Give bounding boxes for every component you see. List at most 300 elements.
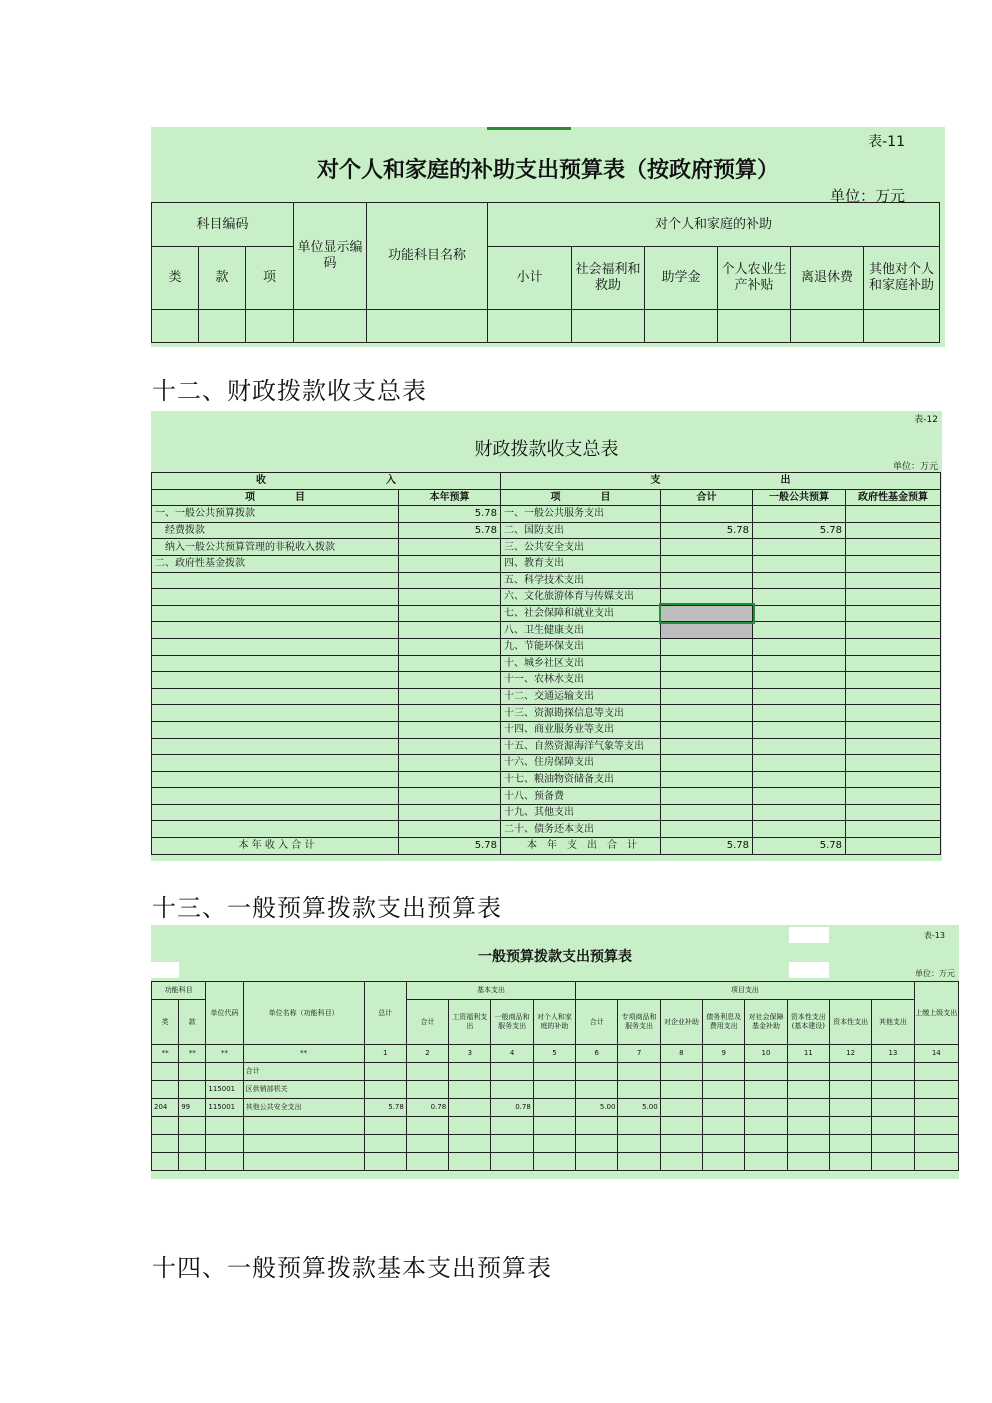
column-code: 2 <box>406 1045 448 1063</box>
expense-fund[interactable] <box>846 788 941 805</box>
cell[interactable] <box>787 1117 829 1135</box>
income-total-label[interactable]: 本 年 收 入 合 计 <box>152 838 399 855</box>
column-code: 8 <box>660 1045 702 1063</box>
expense-general[interactable] <box>753 738 846 755</box>
cell[interactable] <box>179 1081 206 1099</box>
expense-general[interactable] <box>753 771 846 788</box>
cell[interactable] <box>449 1135 491 1153</box>
table-row <box>152 638 941 655</box>
income-value[interactable] <box>399 605 501 622</box>
cell[interactable] <box>745 1099 787 1117</box>
cell[interactable] <box>745 1153 787 1171</box>
expense-total[interactable] <box>661 804 753 821</box>
table12-title: 财政拨款收支总表 <box>474 439 619 460</box>
income-item[interactable]: 经费拨款 <box>152 522 399 539</box>
expense-item[interactable]: 六、文化旅游体育与传媒支出 <box>501 589 661 606</box>
column-code: 4 <box>491 1045 533 1063</box>
expense-total[interactable] <box>661 605 753 622</box>
column-code: ** <box>243 1045 364 1063</box>
cell[interactable] <box>914 1153 958 1171</box>
cell[interactable] <box>406 1081 448 1099</box>
expense-fund[interactable] <box>846 705 941 722</box>
expense-total[interactable] <box>661 539 753 556</box>
cell[interactable] <box>533 1117 575 1135</box>
column-code: 11 <box>787 1045 829 1063</box>
cell[interactable] <box>533 1063 575 1081</box>
income-value[interactable] <box>399 572 501 589</box>
expense-item[interactable]: 十七、粮油物资储备支出 <box>501 771 661 788</box>
expense-total[interactable] <box>661 788 753 805</box>
cell[interactable] <box>491 1117 533 1135</box>
cell[interactable] <box>449 1153 491 1171</box>
expense-fund[interactable] <box>846 638 941 655</box>
table-row <box>152 506 941 523</box>
cell[interactable] <box>787 1081 829 1099</box>
cell[interactable] <box>491 1135 533 1153</box>
cell[interactable] <box>791 310 864 343</box>
cell[interactable] <box>152 1063 179 1081</box>
cell[interactable] <box>914 1099 958 1117</box>
expense-general[interactable] <box>753 804 846 821</box>
income-item[interactable] <box>152 738 399 755</box>
cell[interactable] <box>618 1117 660 1135</box>
cell[interactable] <box>829 1117 871 1135</box>
expense-total[interactable] <box>661 506 753 523</box>
cell[interactable] <box>660 1153 702 1171</box>
cell[interactable] <box>243 1117 364 1135</box>
cell[interactable] <box>745 1063 787 1081</box>
cell[interactable] <box>199 310 246 343</box>
expense-item[interactable]: 十六、住房保障支出 <box>501 755 661 772</box>
cell[interactable] <box>491 1081 533 1099</box>
cell[interactable] <box>246 310 294 343</box>
header-total: 总计 <box>364 982 406 1045</box>
expense-item[interactable]: 十九、其他支出 <box>501 804 661 821</box>
cell[interactable] <box>703 1081 745 1099</box>
cell[interactable] <box>787 1099 829 1117</box>
table-row <box>152 539 941 556</box>
cell[interactable] <box>576 1063 618 1081</box>
cell[interactable] <box>152 1117 179 1135</box>
cell[interactable] <box>406 1135 448 1153</box>
cell[interactable] <box>703 1135 745 1153</box>
column-code: 6 <box>576 1045 618 1063</box>
table-row <box>152 589 941 606</box>
table-row <box>152 1099 959 1117</box>
table-row <box>152 688 941 705</box>
expense-fund[interactable] <box>846 804 941 821</box>
income-item[interactable] <box>152 638 399 655</box>
header-basic-col: 对个人和家庭的补助 <box>533 1000 575 1045</box>
cell[interactable] <box>745 1081 787 1099</box>
expense-general[interactable] <box>753 821 846 838</box>
cell[interactable]: 115001 <box>206 1081 243 1099</box>
cell[interactable] <box>618 1081 660 1099</box>
expense-item[interactable]: 四、教育支出 <box>501 555 661 572</box>
cell[interactable]: 0.78 <box>491 1099 533 1117</box>
income-value[interactable] <box>399 655 501 672</box>
fund-total[interactable] <box>846 838 941 855</box>
cell[interactable] <box>449 1099 491 1117</box>
cell[interactable] <box>718 310 791 343</box>
income-item[interactable] <box>152 622 399 639</box>
header-project-col: 对社会保障基金补助 <box>745 1000 787 1045</box>
expense-fund[interactable] <box>846 522 941 539</box>
expense-fund[interactable] <box>846 771 941 788</box>
header-income-item: 项 目 <box>152 489 399 506</box>
cell[interactable] <box>914 1117 958 1135</box>
cell[interactable] <box>914 1135 958 1153</box>
cell[interactable] <box>491 1063 533 1081</box>
income-value[interactable] <box>399 672 501 689</box>
income-value[interactable] <box>399 771 501 788</box>
cell[interactable] <box>660 1099 702 1117</box>
cell[interactable] <box>618 1153 660 1171</box>
cell[interactable]: 5.00 <box>576 1099 618 1117</box>
cell[interactable] <box>206 1153 243 1171</box>
table12-unit: 单位：万元 <box>892 462 938 472</box>
cell[interactable] <box>576 1153 618 1171</box>
cell[interactable]: 204 <box>152 1099 179 1117</box>
cell[interactable] <box>179 1153 206 1171</box>
column-code: 14 <box>914 1045 958 1063</box>
cell[interactable] <box>449 1117 491 1135</box>
expense-fund[interactable] <box>846 572 941 589</box>
cell[interactable] <box>533 1153 575 1171</box>
cell[interactable] <box>829 1099 871 1117</box>
expense-total[interactable] <box>661 821 753 838</box>
cell[interactable] <box>745 1117 787 1135</box>
income-value[interactable]: 5.78 <box>399 506 501 523</box>
expense-fund[interactable] <box>846 622 941 639</box>
cell[interactable] <box>787 1153 829 1171</box>
expense-total[interactable] <box>661 589 753 606</box>
income-value[interactable]: 5.78 <box>399 522 501 539</box>
cell[interactable] <box>829 1081 871 1099</box>
expense-fund[interactable] <box>846 738 941 755</box>
expense-general[interactable] <box>753 721 846 738</box>
expense-general[interactable] <box>753 688 846 705</box>
cell[interactable] <box>533 1081 575 1099</box>
table-row <box>152 655 941 672</box>
table-row <box>152 788 941 805</box>
income-value[interactable] <box>399 738 501 755</box>
general-total[interactable]: 5.78 <box>753 838 846 855</box>
expense-general[interactable] <box>753 605 846 622</box>
empty-row <box>152 1153 959 1171</box>
income-value[interactable] <box>399 555 501 572</box>
income-item[interactable]: 一、一般公共预算拨款 <box>152 506 399 523</box>
cell[interactable] <box>703 1063 745 1081</box>
expense-total-label[interactable]: 本 年 支 出 合 计 <box>501 838 661 855</box>
cell[interactable] <box>243 1135 364 1153</box>
cell[interactable] <box>872 1135 914 1153</box>
expense-item[interactable]: 三、公共安全支出 <box>501 539 661 556</box>
cell[interactable]: 5.00 <box>618 1099 660 1117</box>
column-code: 5 <box>533 1045 575 1063</box>
cell[interactable] <box>660 1081 702 1099</box>
expense-item[interactable]: 十、城乡社区支出 <box>501 655 661 672</box>
cell[interactable] <box>406 1063 448 1081</box>
expense-total[interactable] <box>661 688 753 705</box>
expense-general[interactable] <box>753 622 846 639</box>
cell[interactable] <box>660 1117 702 1135</box>
cell[interactable] <box>364 1063 406 1081</box>
income-value[interactable] <box>399 622 501 639</box>
income-item[interactable] <box>152 672 399 689</box>
expense-general[interactable] <box>753 638 846 655</box>
cell[interactable] <box>576 1135 618 1153</box>
expense-total[interactable] <box>661 622 753 639</box>
cell[interactable] <box>449 1081 491 1099</box>
cell[interactable] <box>179 1135 206 1153</box>
income-item[interactable] <box>152 605 399 622</box>
expense-total[interactable] <box>661 655 753 672</box>
cell-selection-marker <box>487 127 571 130</box>
cell[interactable] <box>533 1099 575 1117</box>
cell[interactable] <box>872 1117 914 1135</box>
expense-item[interactable]: 十四、商业服务业等支出 <box>501 721 661 738</box>
header-expense-item: 项 目 <box>501 489 661 506</box>
cell[interactable] <box>406 1153 448 1171</box>
expense-total[interactable] <box>661 555 753 572</box>
cell[interactable] <box>660 1063 702 1081</box>
expense-fund[interactable] <box>846 688 941 705</box>
cell[interactable] <box>703 1117 745 1135</box>
income-value[interactable] <box>399 721 501 738</box>
expense-item[interactable]: 十三、资源勘探信息等支出 <box>501 705 661 722</box>
column-code: ** <box>179 1045 206 1063</box>
expense-general[interactable] <box>753 589 846 606</box>
cell[interactable] <box>491 1153 533 1171</box>
table-row <box>152 572 941 589</box>
income-item[interactable] <box>152 572 399 589</box>
expense-general[interactable] <box>753 755 846 772</box>
header-subtotal: 小计 <box>488 247 572 310</box>
cell[interactable] <box>576 1117 618 1135</box>
expense-fund[interactable] <box>846 506 941 523</box>
expense-fund[interactable] <box>846 605 941 622</box>
expense-total[interactable] <box>661 771 753 788</box>
header-function-name: 功能科目名称 <box>367 203 488 310</box>
income-value[interactable] <box>399 688 501 705</box>
cell[interactable] <box>745 1135 787 1153</box>
expense-item[interactable]: 十五、自然资源海洋气象等支出 <box>501 738 661 755</box>
expense-general[interactable] <box>753 506 846 523</box>
expense-item[interactable]: 十八、预备费 <box>501 788 661 805</box>
income-item[interactable] <box>152 688 399 705</box>
expense-item[interactable]: 九、节能环保支出 <box>501 638 661 655</box>
income-value[interactable] <box>399 804 501 821</box>
code-row <box>152 1045 959 1063</box>
cell[interactable] <box>406 1117 448 1135</box>
cell[interactable] <box>206 1135 243 1153</box>
expense-total[interactable] <box>661 672 753 689</box>
cell[interactable] <box>179 1117 206 1135</box>
expense-total[interactable] <box>661 738 753 755</box>
income-value[interactable] <box>399 589 501 606</box>
expense-total[interactable]: 5.78 <box>661 522 753 539</box>
cell[interactable] <box>364 1153 406 1171</box>
expense-general[interactable] <box>753 788 846 805</box>
income-item[interactable] <box>152 771 399 788</box>
cell[interactable] <box>787 1063 829 1081</box>
table12 <box>151 472 941 855</box>
cell[interactable] <box>206 1063 243 1081</box>
cell[interactable]: 合计 <box>243 1063 364 1081</box>
header-class: 类 <box>152 247 199 310</box>
cell[interactable] <box>914 1081 958 1099</box>
cell[interactable] <box>243 1153 364 1171</box>
expense-item[interactable]: 十一、农林水支出 <box>501 672 661 689</box>
expense-total[interactable] <box>661 705 753 722</box>
header-project: 项目支出 <box>576 982 915 1000</box>
table13-title: 一般预算拨款支出预算表 <box>478 949 632 965</box>
table13 <box>151 981 959 1171</box>
income-total-value[interactable]: 5.78 <box>399 838 501 855</box>
cell[interactable]: 其他公共安全支出 <box>243 1099 364 1117</box>
income-value[interactable] <box>399 788 501 805</box>
expense-fund[interactable] <box>846 539 941 556</box>
expense-item[interactable]: 二十、债务还本支出 <box>501 821 661 838</box>
cell[interactable]: 115001 <box>206 1099 243 1117</box>
table-row <box>152 1081 959 1099</box>
cell[interactable] <box>618 1135 660 1153</box>
grand-total[interactable]: 5.78 <box>661 838 753 855</box>
header-expense: 支 出 <box>501 473 941 490</box>
income-item[interactable] <box>152 705 399 722</box>
income-item[interactable] <box>152 655 399 672</box>
header-income: 收 入 <box>152 473 501 490</box>
cell[interactable]: 5.78 <box>364 1099 406 1117</box>
cell[interactable] <box>872 1099 914 1117</box>
table-row <box>152 1063 959 1081</box>
cell[interactable] <box>660 1135 702 1153</box>
income-item[interactable] <box>152 755 399 772</box>
cell[interactable] <box>872 1153 914 1171</box>
cell[interactable] <box>206 1117 243 1135</box>
cell[interactable] <box>787 1135 829 1153</box>
header-basic-col: 工资福利支出 <box>449 1000 491 1045</box>
cell[interactable] <box>294 310 367 343</box>
income-value[interactable] <box>399 821 501 838</box>
cell[interactable] <box>152 1081 179 1099</box>
income-item[interactable] <box>152 821 399 838</box>
income-item[interactable] <box>152 804 399 821</box>
table13-number: 表-13 <box>923 931 945 940</box>
table-row <box>152 672 941 689</box>
table11-unit: 单位：万元 <box>829 187 905 205</box>
cell[interactable] <box>703 1153 745 1171</box>
cell[interactable] <box>179 1063 206 1081</box>
expense-total[interactable] <box>661 572 753 589</box>
income-value[interactable] <box>399 755 501 772</box>
cell[interactable] <box>576 1081 618 1099</box>
section-heading-12: 十二、财政拨款收支总表 <box>152 377 427 405</box>
expense-general[interactable] <box>753 572 846 589</box>
income-value[interactable] <box>399 539 501 556</box>
cell[interactable]: 0.78 <box>406 1099 448 1117</box>
cell[interactable] <box>533 1135 575 1153</box>
cell[interactable] <box>152 1135 179 1153</box>
cell[interactable] <box>152 1153 179 1171</box>
cell[interactable] <box>829 1153 871 1171</box>
expense-fund[interactable] <box>846 589 941 606</box>
income-value[interactable] <box>399 638 501 655</box>
expense-fund[interactable] <box>846 821 941 838</box>
cell[interactable]: 区供销部机关 <box>243 1081 364 1099</box>
header-fund-budget: 政府性基金预算 <box>846 489 941 506</box>
expense-general[interactable]: 5.78 <box>753 522 846 539</box>
header-basic: 基本支出 <box>406 982 575 1000</box>
cell[interactable] <box>829 1135 871 1153</box>
income-item[interactable] <box>152 721 399 738</box>
expense-item[interactable]: 八、卫生健康支出 <box>501 622 661 639</box>
header-section: 款 <box>179 1000 206 1045</box>
cell[interactable] <box>703 1099 745 1117</box>
cell[interactable] <box>872 1081 914 1099</box>
header-welfare: 社会福利和救助 <box>572 247 645 310</box>
header-other-subsidy: 其他对个人和家庭补助 <box>864 247 940 310</box>
expense-fund[interactable] <box>846 655 941 672</box>
expense-item[interactable]: 二、国防支出 <box>501 522 661 539</box>
expense-fund[interactable] <box>846 721 941 738</box>
header-scholarship: 助学金 <box>645 247 718 310</box>
expense-general[interactable] <box>753 555 846 572</box>
expense-item[interactable]: 一、一般公共服务支出 <box>501 506 661 523</box>
cell[interactable] <box>449 1063 491 1081</box>
cell[interactable] <box>914 1063 958 1081</box>
expense-fund[interactable] <box>846 555 941 572</box>
cell[interactable] <box>645 310 718 343</box>
income-item[interactable] <box>152 788 399 805</box>
cell[interactable] <box>572 310 645 343</box>
expense-general[interactable] <box>753 705 846 722</box>
expense-total[interactable] <box>661 638 753 655</box>
expense-item[interactable]: 七、社会保障和就业支出 <box>501 605 661 622</box>
table-row <box>152 721 941 738</box>
expense-general[interactable] <box>753 655 846 672</box>
cell[interactable] <box>618 1063 660 1081</box>
cell[interactable] <box>367 310 488 343</box>
cell[interactable] <box>872 1063 914 1081</box>
income-value[interactable] <box>399 705 501 722</box>
cell[interactable] <box>364 1135 406 1153</box>
cell[interactable] <box>488 310 572 343</box>
header-upper-subsidy: 上缴上级支出 <box>914 982 958 1045</box>
table11 <box>151 202 940 343</box>
cell[interactable] <box>152 310 199 343</box>
cell[interactable] <box>364 1081 406 1099</box>
expense-general[interactable] <box>753 539 846 556</box>
expense-general[interactable] <box>753 672 846 689</box>
cell[interactable] <box>864 310 940 343</box>
income-item[interactable]: 二、政府性基金拨款 <box>152 555 399 572</box>
expense-item[interactable]: 五、科学技术支出 <box>501 572 661 589</box>
expense-fund[interactable] <box>846 672 941 689</box>
income-item[interactable]: 纳入一般公共预算管理的非税收入拨款 <box>152 539 399 556</box>
cell[interactable] <box>364 1117 406 1135</box>
cell[interactable]: 99 <box>179 1099 206 1117</box>
expense-item[interactable]: 十二、交通运输支出 <box>501 688 661 705</box>
header-basic-col: 一般商品和服务支出 <box>491 1000 533 1045</box>
expense-total[interactable] <box>661 721 753 738</box>
expense-fund[interactable] <box>846 755 941 772</box>
income-item[interactable] <box>152 589 399 606</box>
cell[interactable] <box>829 1063 871 1081</box>
header-project-col: 资本性支出(基本建设) <box>787 1000 829 1045</box>
expense-total[interactable] <box>661 755 753 772</box>
